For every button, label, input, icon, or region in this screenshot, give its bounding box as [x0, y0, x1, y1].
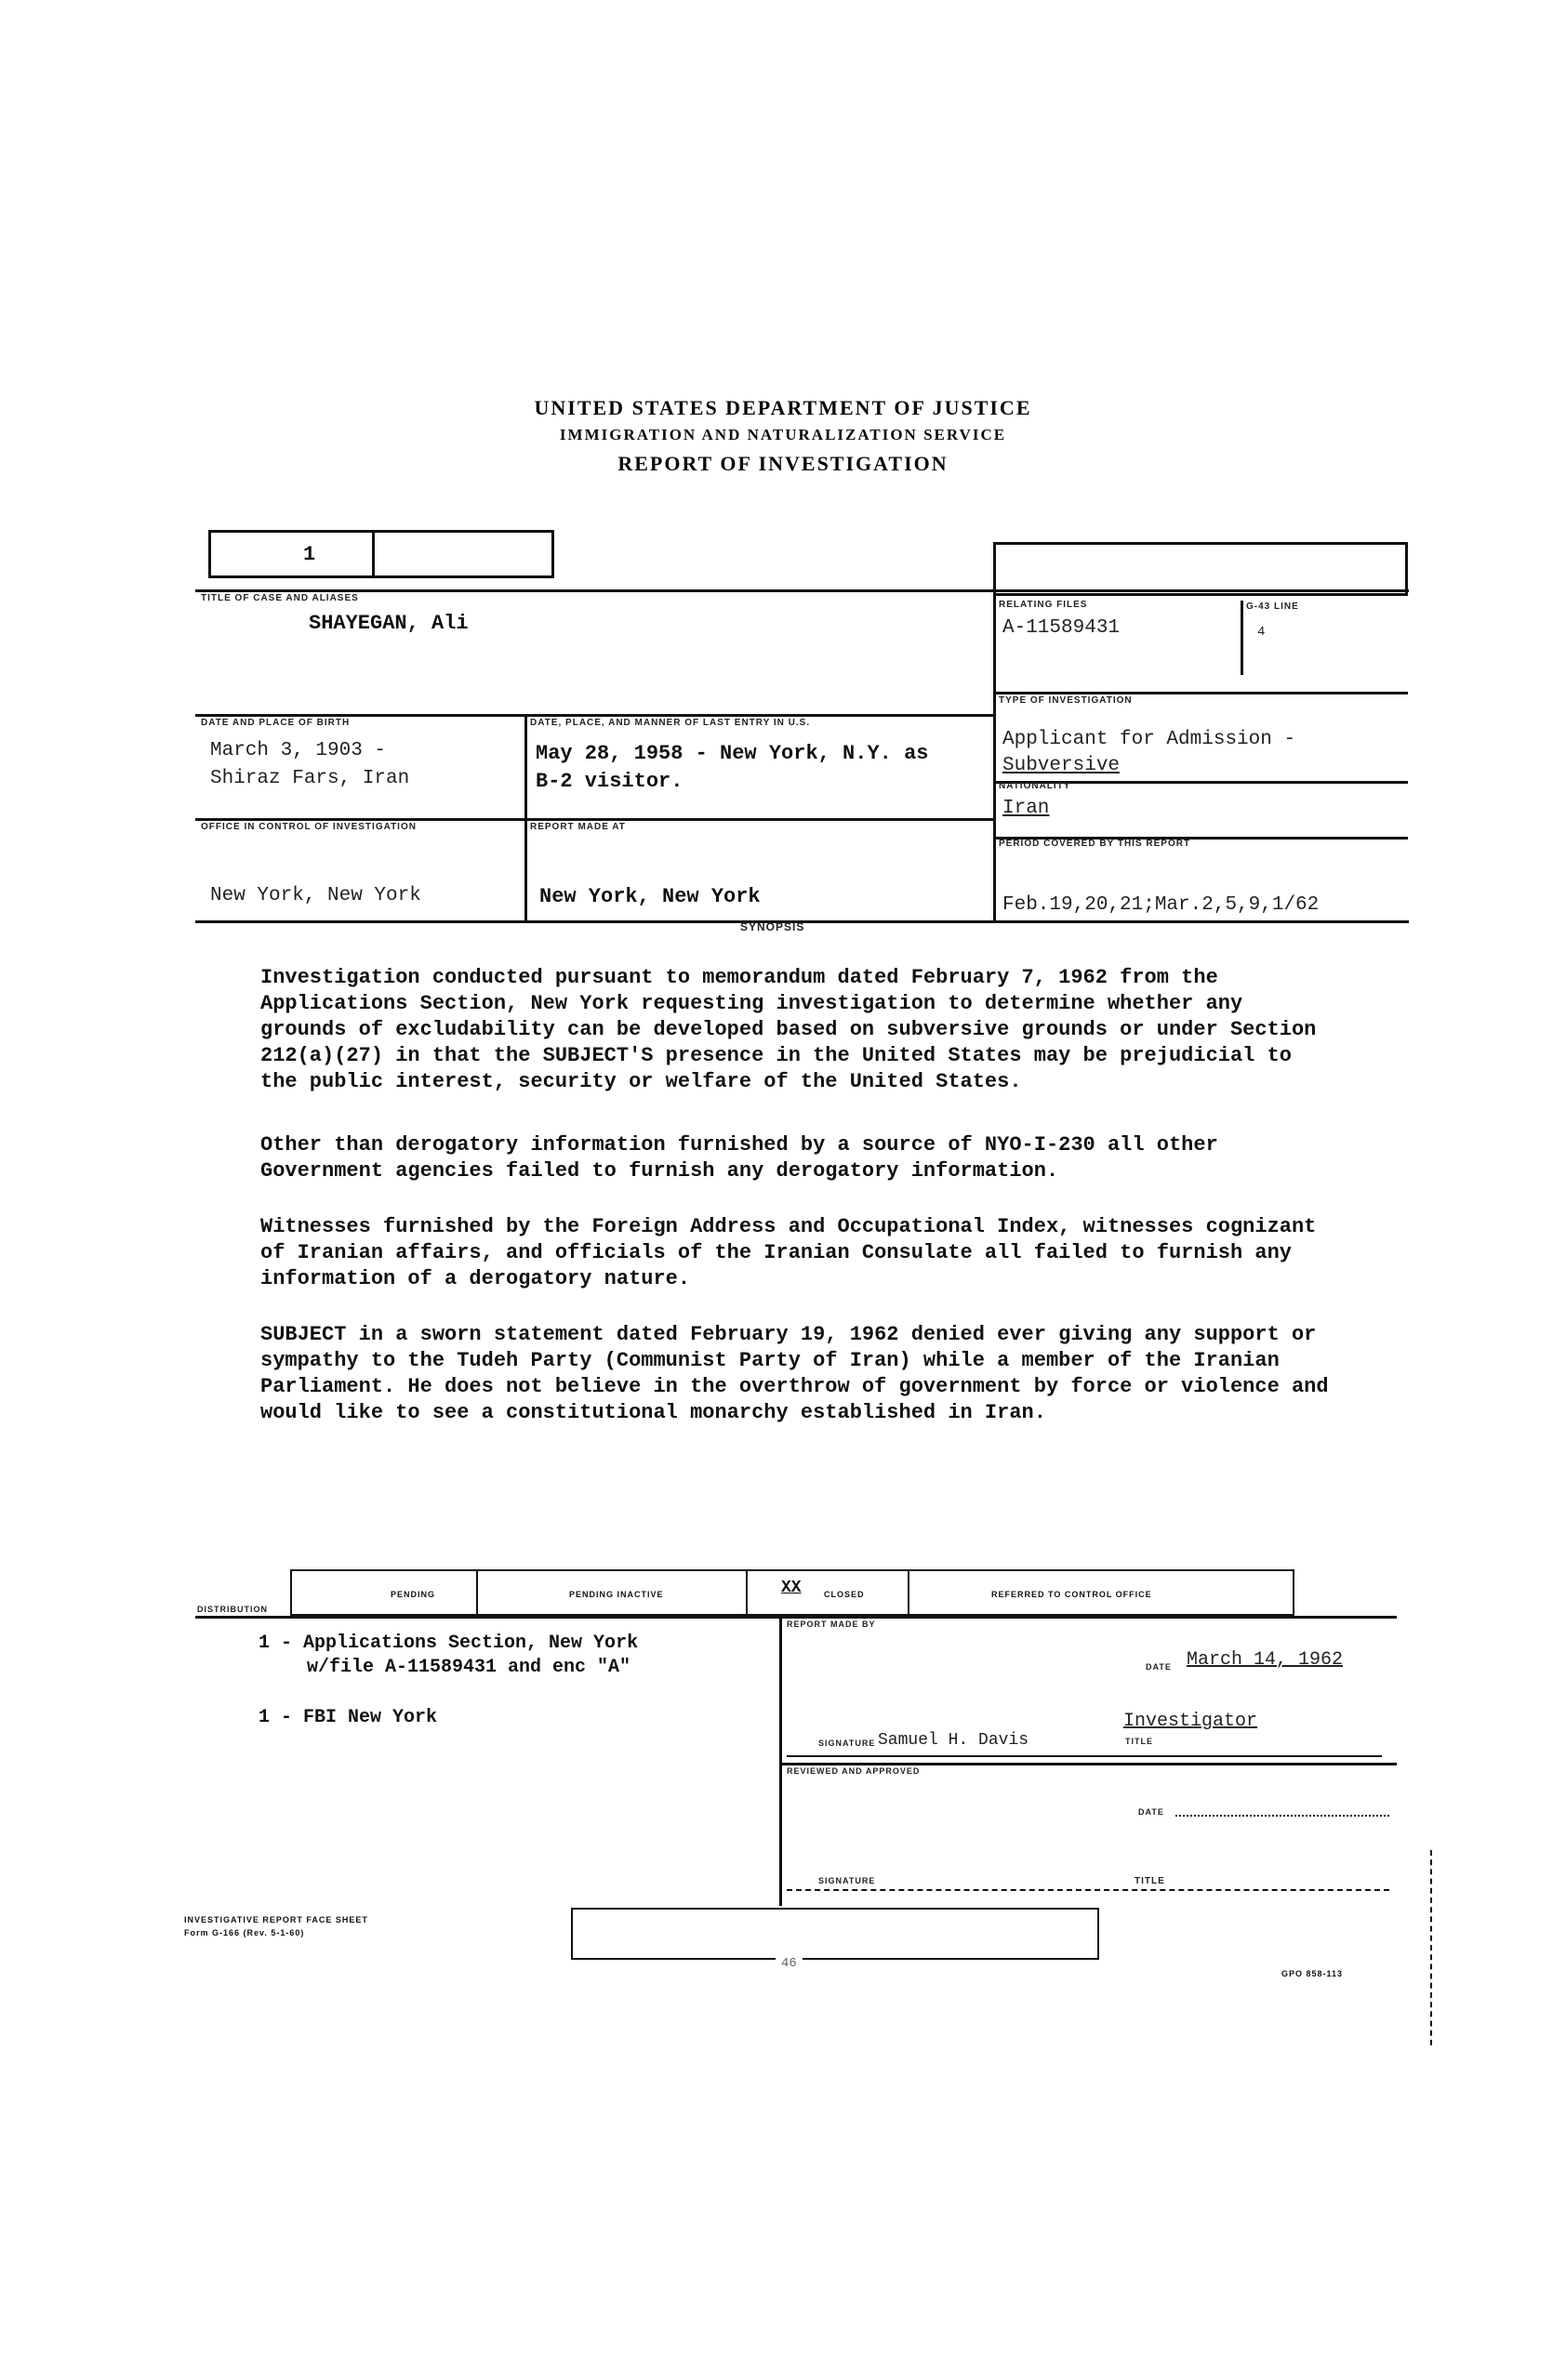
relating-box-top	[993, 542, 1408, 596]
distribution-line2: w/file A-11589431 and enc "A"	[307, 1657, 631, 1678]
distribution-line3: 1 - FBI New York	[259, 1707, 438, 1728]
divider	[524, 714, 527, 920]
type-label: TYPE OF INVESTIGATION	[999, 695, 1133, 706]
entry-line1: May 28, 1958 - New York, N.Y. as	[536, 742, 929, 765]
status-closed-mark: XX	[781, 1579, 802, 1597]
synopsis-paragraph-2: Other than derogatory information furnished by a source of NYO-I-230 all other Government agencies failed to furnish any derogatory information.	[260, 1133, 1218, 1183]
divider	[1241, 601, 1243, 675]
report-date-value: March 14, 1962	[1187, 1649, 1344, 1671]
synopsis-label: SYNOPSIS	[740, 920, 805, 933]
rule	[195, 589, 1409, 592]
distribution-line1: 1 - Applications Section, New York	[259, 1633, 639, 1654]
divider	[779, 1616, 782, 1906]
relating-files-value: A-11589431	[1002, 617, 1121, 639]
rule	[993, 692, 1408, 694]
footer-box	[571, 1908, 1099, 1960]
form-line2: Form G-166 (Rev. 5-1-60)	[184, 1928, 305, 1937]
report-title-label: TITLE	[1125, 1737, 1153, 1746]
period-value: Feb.19,20,21;Mar.2,5,9,1/62	[1002, 894, 1320, 916]
type-line1: Applicant for Admission -	[1002, 729, 1296, 750]
report-date-label: DATE	[1146, 1662, 1172, 1672]
reviewed-date-label: DATE	[1138, 1807, 1164, 1817]
report-made-at-value: New York, New York	[539, 885, 761, 908]
gpo-number: GPO 858-113	[1281, 1969, 1344, 1978]
status-referred: REFERRED TO CONTROL OFFICE	[991, 1590, 1152, 1599]
reviewed-label: REVIEWED AND APPROVED	[787, 1766, 921, 1776]
reviewed-title-label: TITLE	[1135, 1876, 1165, 1886]
type-line2: Subversive	[1002, 755, 1121, 776]
agency-heading: UNITED STATES DEPARTMENT OF JUSTICE	[534, 396, 1032, 419]
office-value: New York, New York	[210, 885, 421, 906]
service-heading: IMMIGRATION AND NATURALIZATION SERVICE	[559, 426, 1007, 443]
report-title: REPORT OF INVESTIGATION	[617, 452, 949, 475]
dob-line2: Shiraz Fars, Iran	[210, 768, 410, 789]
dob-label: DATE AND PLACE OF BIRTH	[201, 718, 351, 728]
rule	[195, 1616, 1397, 1619]
nationality-label: NATIONALITY	[999, 781, 1071, 791]
case-title-value: SHAYEGAN, Ali	[309, 612, 469, 635]
edge-mark	[1430, 1850, 1432, 2045]
relating-files-label: RELATING FILES	[999, 600, 1088, 610]
g43-line-label: G-43 LINE	[1246, 602, 1299, 612]
reviewed-signature-label: SIGNATURE	[818, 1876, 876, 1885]
reviewed-signature-rule	[787, 1889, 1389, 1891]
divider	[993, 589, 996, 920]
rule	[195, 818, 993, 821]
case-number: 1	[303, 543, 316, 566]
g43-line-value: 4	[1257, 625, 1266, 640]
form-line1: INVESTIGATIVE REPORT FACE SHEET	[184, 1915, 368, 1924]
divider	[476, 1569, 478, 1616]
nationality-value: Iran	[1002, 798, 1050, 819]
distribution-label: DISTRIBUTION	[197, 1605, 268, 1614]
case-number-box	[208, 530, 554, 578]
status-closed: CLOSED	[824, 1590, 865, 1599]
synopsis-paragraph-3: Witnesses furnished by the Foreign Address and Occupational Index, witnesses cognizant of Iranian affairs, and officials of the Iranian Consulate all failed to furnish any information of a derogatory nature.	[260, 1215, 1317, 1290]
rule	[195, 714, 993, 717]
reviewed-date-rule	[1175, 1815, 1389, 1817]
report-signature-label: SIGNATURE	[818, 1739, 876, 1748]
report-made-by-label: REPORT MADE BY	[787, 1620, 876, 1629]
report-signature-value: Samuel H. Davis	[878, 1731, 1029, 1750]
case-title-label: TITLE OF CASE AND ALIASES	[201, 593, 359, 603]
period-label: PERIOD COVERED BY THIS REPORT	[999, 839, 1191, 849]
dob-line1: March 3, 1903 -	[210, 740, 387, 761]
report-made-at-label: REPORT MADE AT	[530, 822, 626, 832]
divider	[372, 530, 375, 578]
office-label: OFFICE IN CONTROL OF INVESTIGATION	[201, 822, 417, 832]
page-number: 46	[776, 1956, 803, 1971]
divider	[908, 1569, 909, 1616]
synopsis-paragraph-4: SUBJECT in a sworn statement dated February 19, 1962 denied ever giving any support or sympathy to the Tudeh Party (Communist Party of Iran) while a member of the Iranian Parliament. He does not believe in the overthrow of government by force or violence and would like to see a constitutional monarchy established in Iran.	[260, 1323, 1329, 1424]
synopsis-paragraph-1: Investigation conducted pursuant to memorandum dated February 7, 1962 from the Applications Section, New York requesting investigation to determine whether any grounds of excludability can be developed based on subversive grounds or under Section 212(a)(27) in that the SUBJECT'S presence in the United States may be prejudicial to the public interest, security or welfare of the United States.	[260, 966, 1317, 1093]
status-pending-inactive: PENDING INACTIVE	[569, 1590, 664, 1599]
rule	[779, 1763, 1397, 1765]
divider	[746, 1569, 748, 1616]
entry-label: DATE, PLACE, AND MANNER OF LAST ENTRY IN U.S.	[530, 718, 811, 728]
report-title-value: Investigator	[1123, 1711, 1258, 1732]
status-pending: PENDING	[391, 1590, 436, 1599]
entry-line2: B-2 visitor.	[536, 770, 683, 793]
signature-rule	[787, 1755, 1382, 1757]
